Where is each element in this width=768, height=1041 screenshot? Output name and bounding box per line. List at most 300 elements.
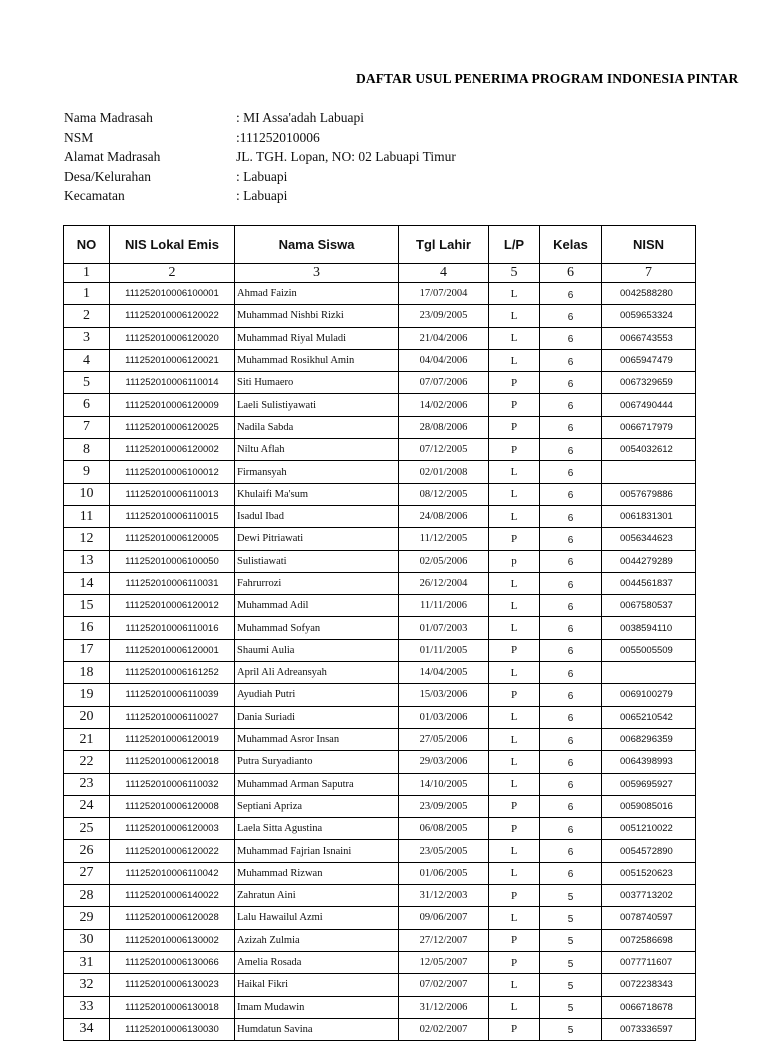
cell-kelas: 6 xyxy=(540,572,602,594)
cell-lp: P xyxy=(489,929,540,951)
cell-nisn: 0078740597 xyxy=(602,907,696,929)
cell-nisn: 0072238343 xyxy=(602,974,696,996)
cell-nama: Khulaifi Ma'sum xyxy=(235,483,399,505)
cell-nama: Humdatun Savina xyxy=(235,1018,399,1040)
info-row-nsm xyxy=(64,130,624,150)
cell-nama: Isadul Ibad xyxy=(235,505,399,527)
cell-nis: 111252010006120019 xyxy=(110,728,235,750)
cell-nama: Muhammad Asror Insan xyxy=(235,728,399,750)
column-number: 5 xyxy=(489,264,540,283)
cell-lp: P xyxy=(489,639,540,661)
cell-nis: 111252010006161252 xyxy=(110,662,235,684)
table-body xyxy=(64,264,696,1041)
cell-tgl-lahir: 23/05/2005 xyxy=(399,840,489,862)
cell-lp: L xyxy=(489,974,540,996)
table-row xyxy=(64,951,696,973)
table-row xyxy=(64,907,696,929)
cell-no: 23 xyxy=(64,773,110,795)
cell-lp: L xyxy=(489,706,540,728)
cell-nis: 111252010006130018 xyxy=(110,996,235,1018)
cell-tgl-lahir: 08/12/2005 xyxy=(399,483,489,505)
info-label: Nama Madrasah xyxy=(64,110,153,125)
cell-nama: Muhammad Nishbi Rizki xyxy=(235,305,399,327)
cell-no: 7 xyxy=(64,416,110,438)
info-value: : MI Assa'adah Labuapi xyxy=(236,110,365,125)
cell-nis: 111252010006110031 xyxy=(110,572,235,594)
cell-nis: 111252010006120022 xyxy=(110,840,235,862)
cell-no: 25 xyxy=(64,818,110,840)
header-row xyxy=(64,226,696,264)
header-kelas: Kelas xyxy=(540,226,602,264)
cell-nama: Haikal Fikri xyxy=(235,974,399,996)
info-value: : Labuapi xyxy=(236,168,288,184)
cell-lp: P xyxy=(489,684,540,706)
cell-nis: 111252010006100050 xyxy=(110,550,235,572)
cell-tgl-lahir: 07/02/2007 xyxy=(399,974,489,996)
table-row xyxy=(64,550,696,572)
cell-lp: P xyxy=(489,818,540,840)
cell-tgl-lahir: 15/03/2006 xyxy=(399,684,489,706)
cell-nis: 111252010006110027 xyxy=(110,706,235,728)
cell-nama: Azizah Zulmia xyxy=(235,929,399,951)
cell-tgl-lahir: 06/08/2005 xyxy=(399,818,489,840)
cell-kelas: 5 xyxy=(540,951,602,973)
cell-kelas: 6 xyxy=(540,483,602,505)
cell-nis: 111252010006110013 xyxy=(110,483,235,505)
cell-kelas: 6 xyxy=(540,684,602,706)
cell-nis: 111252010006120003 xyxy=(110,818,235,840)
cell-tgl-lahir: 31/12/2006 xyxy=(399,996,489,1018)
cell-nisn: 0051520623 xyxy=(602,862,696,884)
column-number: 4 xyxy=(399,264,489,283)
table-row xyxy=(64,1018,696,1040)
cell-tgl-lahir: 01/07/2003 xyxy=(399,617,489,639)
cell-nis: 111252010006130066 xyxy=(110,951,235,973)
cell-nis: 111252010006120028 xyxy=(110,907,235,929)
cell-tgl-lahir: 26/12/2004 xyxy=(399,572,489,594)
table-row xyxy=(64,684,696,706)
cell-tgl-lahir: 04/04/2006 xyxy=(399,349,489,371)
cell-tgl-lahir: 07/12/2005 xyxy=(399,439,489,461)
cell-nama: Muhammad Rosikhul Amin xyxy=(235,349,399,371)
table-row xyxy=(64,416,696,438)
cell-no: 16 xyxy=(64,617,110,639)
cell-kelas: 5 xyxy=(540,996,602,1018)
info-value: :111252010006 xyxy=(236,129,320,145)
cell-lp: L xyxy=(489,617,540,639)
cell-nama: Muhammad Adil xyxy=(235,595,399,617)
cell-kelas: 5 xyxy=(540,929,602,951)
cell-tgl-lahir: 17/07/2004 xyxy=(399,283,489,305)
table-row xyxy=(64,996,696,1018)
cell-nisn: 0042588280 xyxy=(602,283,696,305)
table-row xyxy=(64,751,696,773)
cell-no: 12 xyxy=(64,528,110,550)
cell-nama: Muhammad Riyal Muladi xyxy=(235,327,399,349)
cell-no: 8 xyxy=(64,439,110,461)
cell-nisn: 0067329659 xyxy=(602,372,696,394)
cell-no: 14 xyxy=(64,572,110,594)
cell-nama: April Ali Adreansyah xyxy=(235,662,399,684)
cell-nisn: 0044561837 xyxy=(602,572,696,594)
cell-tgl-lahir: 14/10/2005 xyxy=(399,773,489,795)
info-label: Desa/Kelurahan xyxy=(64,168,151,184)
cell-lp: L xyxy=(489,907,540,929)
table-row xyxy=(64,974,696,996)
cell-nis: 111252010006110042 xyxy=(110,862,235,884)
cell-no: 1 xyxy=(64,283,110,305)
cell-no: 24 xyxy=(64,795,110,817)
cell-nisn: 0066718678 xyxy=(602,996,696,1018)
cell-nisn xyxy=(602,662,696,684)
table-row xyxy=(64,840,696,862)
header-tgl-lahir: Tgl Lahir xyxy=(399,226,489,264)
cell-nis: 111252010006130023 xyxy=(110,974,235,996)
cell-nis: 111252010006110016 xyxy=(110,617,235,639)
cell-kelas: 6 xyxy=(540,327,602,349)
header-lp: L/P xyxy=(489,226,540,264)
cell-no: 11 xyxy=(64,505,110,527)
cell-nama: Amelia Rosada xyxy=(235,951,399,973)
cell-lp: P xyxy=(489,795,540,817)
cell-lp: L xyxy=(489,662,540,684)
header-nisn: NISN xyxy=(602,226,696,264)
cell-no: 26 xyxy=(64,840,110,862)
cell-kelas: 6 xyxy=(540,639,602,661)
cell-kelas: 6 xyxy=(540,349,602,371)
cell-nisn: 0056344623 xyxy=(602,528,696,550)
cell-tgl-lahir: 01/06/2005 xyxy=(399,862,489,884)
table-row xyxy=(64,929,696,951)
cell-nis: 111252010006120025 xyxy=(110,416,235,438)
student-table xyxy=(63,225,696,1041)
cell-nisn: 0072586698 xyxy=(602,929,696,951)
column-number: 3 xyxy=(235,264,399,283)
cell-nisn: 0067580537 xyxy=(602,595,696,617)
cell-no: 20 xyxy=(64,706,110,728)
info-value: : Labuapi xyxy=(236,188,288,203)
cell-nisn: 0057679886 xyxy=(602,483,696,505)
cell-tgl-lahir: 21/04/2006 xyxy=(399,327,489,349)
cell-nisn: 0077711607 xyxy=(602,951,696,973)
info-row-nama-madrasah xyxy=(64,110,624,130)
cell-no: 28 xyxy=(64,885,110,907)
info-label: Kecamatan xyxy=(64,188,125,203)
cell-tgl-lahir: 11/11/2006 xyxy=(399,595,489,617)
cell-kelas: 6 xyxy=(540,550,602,572)
cell-kelas: 6 xyxy=(540,505,602,527)
cell-nama: Imam Mudawin xyxy=(235,996,399,1018)
cell-nama: Ahmad Faizin xyxy=(235,283,399,305)
cell-nama: Muhammad Sofyan xyxy=(235,617,399,639)
cell-no: 10 xyxy=(64,483,110,505)
info-label: Alamat Madrasah xyxy=(64,149,161,164)
cell-lp: L xyxy=(489,862,540,884)
cell-nisn: 0065210542 xyxy=(602,706,696,728)
cell-tgl-lahir: 24/08/2006 xyxy=(399,505,489,527)
cell-tgl-lahir: 27/12/2007 xyxy=(399,929,489,951)
cell-kelas: 6 xyxy=(540,283,602,305)
cell-nama: Laela Sitta Agustina xyxy=(235,818,399,840)
cell-no: 6 xyxy=(64,394,110,416)
cell-no: 22 xyxy=(64,751,110,773)
cell-no: 17 xyxy=(64,639,110,661)
cell-nis: 111252010006120018 xyxy=(110,751,235,773)
cell-lp: L xyxy=(489,327,540,349)
cell-kelas: 6 xyxy=(540,862,602,884)
cell-no: 31 xyxy=(64,951,110,973)
table-row xyxy=(64,372,696,394)
table-row xyxy=(64,461,696,483)
cell-nama: Fahrurrozi xyxy=(235,572,399,594)
cell-nis: 111252010006120009 xyxy=(110,394,235,416)
cell-lp: L xyxy=(489,840,540,862)
cell-tgl-lahir: 02/02/2007 xyxy=(399,1018,489,1040)
cell-nisn: 0037713202 xyxy=(602,885,696,907)
cell-kelas: 6 xyxy=(540,795,602,817)
cell-nama: Niltu Aflah xyxy=(235,439,399,461)
cell-kelas: 6 xyxy=(540,706,602,728)
cell-kelas: 6 xyxy=(540,305,602,327)
cell-nama: Putra Suryadianto xyxy=(235,751,399,773)
cell-no: 15 xyxy=(64,595,110,617)
cell-no: 30 xyxy=(64,929,110,951)
cell-lp: P xyxy=(489,528,540,550)
table-row xyxy=(64,349,696,371)
cell-nis: 111252010006120008 xyxy=(110,795,235,817)
column-number: 2 xyxy=(110,264,235,283)
cell-kelas: 5 xyxy=(540,885,602,907)
document-title: DAFTAR USUL PENERIMA PROGRAM INDONESIA PINTAR xyxy=(356,71,739,86)
cell-nis: 111252010006110032 xyxy=(110,773,235,795)
cell-no: 4 xyxy=(64,349,110,371)
cell-tgl-lahir: 27/05/2006 xyxy=(399,728,489,750)
table-row xyxy=(64,885,696,907)
cell-tgl-lahir: 02/01/2008 xyxy=(399,461,489,483)
table-row xyxy=(64,662,696,684)
cell-nisn: 0059085016 xyxy=(602,795,696,817)
table-row xyxy=(64,483,696,505)
cell-nama: Siti Humaero xyxy=(235,372,399,394)
table-row xyxy=(64,528,696,550)
cell-nama: Firmansyah xyxy=(235,461,399,483)
cell-kelas: 5 xyxy=(540,907,602,929)
cell-lp: L xyxy=(489,595,540,617)
info-value: JL. TGH. Lopan, NO: 02 Labuapi Timur xyxy=(236,149,456,164)
cell-nis: 111252010006120020 xyxy=(110,327,235,349)
cell-nisn: 0051210022 xyxy=(602,818,696,840)
cell-nisn: 0061831301 xyxy=(602,505,696,527)
cell-no: 3 xyxy=(64,327,110,349)
cell-lp: L xyxy=(489,751,540,773)
cell-nis: 111252010006120022 xyxy=(110,305,235,327)
cell-nis: 111252010006110039 xyxy=(110,684,235,706)
table-row xyxy=(64,706,696,728)
cell-kelas: 6 xyxy=(540,394,602,416)
cell-lp: L xyxy=(489,461,540,483)
cell-tgl-lahir: 12/05/2007 xyxy=(399,951,489,973)
cell-kelas: 6 xyxy=(540,439,602,461)
table-row xyxy=(64,862,696,884)
cell-tgl-lahir: 14/02/2006 xyxy=(399,394,489,416)
cell-nis: 111252010006120005 xyxy=(110,528,235,550)
header-nis: NIS Lokal Emis xyxy=(110,226,235,264)
cell-nisn: 0059695927 xyxy=(602,773,696,795)
table-row xyxy=(64,327,696,349)
table-row xyxy=(64,394,696,416)
cell-tgl-lahir: 11/12/2005 xyxy=(399,528,489,550)
cell-tgl-lahir: 07/07/2006 xyxy=(399,372,489,394)
table-row xyxy=(64,283,696,305)
cell-nis: 111252010006120002 xyxy=(110,439,235,461)
cell-no: 19 xyxy=(64,684,110,706)
cell-lp: P xyxy=(489,885,540,907)
header-no: NO xyxy=(64,226,110,264)
cell-nis: 111252010006110015 xyxy=(110,505,235,527)
cell-kelas: 6 xyxy=(540,595,602,617)
cell-kelas: 6 xyxy=(540,840,602,862)
cell-nisn: 0065947479 xyxy=(602,349,696,371)
cell-lp: L xyxy=(489,483,540,505)
cell-kelas: 6 xyxy=(540,773,602,795)
cell-tgl-lahir: 14/04/2005 xyxy=(399,662,489,684)
cell-tgl-lahir: 02/05/2006 xyxy=(399,550,489,572)
cell-nisn xyxy=(602,461,696,483)
column-number: 1 xyxy=(64,264,110,283)
cell-no: 5 xyxy=(64,372,110,394)
table-row xyxy=(64,439,696,461)
cell-no: 32 xyxy=(64,974,110,996)
cell-nis: 111252010006100012 xyxy=(110,461,235,483)
cell-lp: p xyxy=(489,550,540,572)
info-row-alamat xyxy=(64,149,624,169)
info-row-kecamatan xyxy=(64,188,624,208)
cell-kelas: 6 xyxy=(540,528,602,550)
cell-nama: Dania Suriadi xyxy=(235,706,399,728)
info-label: NSM xyxy=(64,129,94,145)
column-number: 6 xyxy=(540,264,602,283)
table-row xyxy=(64,639,696,661)
cell-lp: L xyxy=(489,773,540,795)
cell-nisn: 0067490444 xyxy=(602,394,696,416)
cell-kelas: 5 xyxy=(540,974,602,996)
cell-tgl-lahir: 23/09/2005 xyxy=(399,305,489,327)
cell-lp: L xyxy=(489,283,540,305)
cell-no: 27 xyxy=(64,862,110,884)
cell-nisn: 0066743553 xyxy=(602,327,696,349)
cell-lp: L xyxy=(489,728,540,750)
cell-lp: P xyxy=(489,951,540,973)
cell-nisn: 0064398993 xyxy=(602,751,696,773)
cell-nama: Dewi Pitriawati xyxy=(235,528,399,550)
cell-tgl-lahir: 23/09/2005 xyxy=(399,795,489,817)
cell-tgl-lahir: 01/03/2006 xyxy=(399,706,489,728)
cell-kelas: 6 xyxy=(540,461,602,483)
cell-kelas: 6 xyxy=(540,617,602,639)
cell-nisn: 0054572890 xyxy=(602,840,696,862)
cell-lp: P xyxy=(489,1018,540,1040)
cell-nama: Sulistiawati xyxy=(235,550,399,572)
cell-nisn: 0044279289 xyxy=(602,550,696,572)
cell-nis: 111252010006120021 xyxy=(110,349,235,371)
cell-nisn: 0054032612 xyxy=(602,439,696,461)
cell-nama: Zahratun Aini xyxy=(235,885,399,907)
cell-tgl-lahir: 31/12/2003 xyxy=(399,885,489,907)
cell-nis: 111252010006130002 xyxy=(110,929,235,951)
cell-no: 21 xyxy=(64,728,110,750)
table-row xyxy=(64,728,696,750)
cell-kelas: 6 xyxy=(540,751,602,773)
cell-lp: L xyxy=(489,349,540,371)
cell-no: 29 xyxy=(64,907,110,929)
column-number-row xyxy=(64,264,696,283)
cell-kelas: 6 xyxy=(540,818,602,840)
cell-kelas: 5 xyxy=(540,1018,602,1040)
school-info xyxy=(64,110,624,208)
cell-nis: 111252010006130030 xyxy=(110,1018,235,1040)
cell-nisn: 0068296359 xyxy=(602,728,696,750)
cell-lp: P xyxy=(489,439,540,461)
cell-nisn: 0038594110 xyxy=(602,617,696,639)
cell-tgl-lahir: 09/06/2007 xyxy=(399,907,489,929)
cell-nama: Laeli Sulistiyawati xyxy=(235,394,399,416)
cell-tgl-lahir: 28/08/2006 xyxy=(399,416,489,438)
cell-no: 2 xyxy=(64,305,110,327)
cell-nis: 111252010006120012 xyxy=(110,595,235,617)
cell-no: 9 xyxy=(64,461,110,483)
cell-no: 18 xyxy=(64,662,110,684)
cell-nis: 111252010006100001 xyxy=(110,283,235,305)
cell-kelas: 6 xyxy=(540,662,602,684)
cell-nisn: 0069100279 xyxy=(602,684,696,706)
cell-lp: L xyxy=(489,505,540,527)
cell-kelas: 6 xyxy=(540,372,602,394)
cell-nisn: 0066717979 xyxy=(602,416,696,438)
info-row-desa xyxy=(64,169,624,189)
cell-nisn: 0073336597 xyxy=(602,1018,696,1040)
cell-nama: Muhammad Fajrian Isnaini xyxy=(235,840,399,862)
table-row xyxy=(64,305,696,327)
cell-nis: 111252010006110014 xyxy=(110,372,235,394)
cell-nisn: 0059653324 xyxy=(602,305,696,327)
header-nama: Nama Siswa xyxy=(235,226,399,264)
cell-nis: 111252010006140022 xyxy=(110,885,235,907)
cell-tgl-lahir: 29/03/2006 xyxy=(399,751,489,773)
cell-nisn: 0055005509 xyxy=(602,639,696,661)
cell-nama: Ayudiah Putri xyxy=(235,684,399,706)
cell-no: 13 xyxy=(64,550,110,572)
cell-kelas: 6 xyxy=(540,728,602,750)
cell-lp: P xyxy=(489,416,540,438)
cell-nama: Muhammad Rizwan xyxy=(235,862,399,884)
cell-lp: L xyxy=(489,996,540,1018)
cell-lp: P xyxy=(489,394,540,416)
table-row xyxy=(64,795,696,817)
cell-no: 34 xyxy=(64,1018,110,1040)
cell-no: 33 xyxy=(64,996,110,1018)
table-row xyxy=(64,617,696,639)
table-row xyxy=(64,572,696,594)
cell-nama: Septiani Apriza xyxy=(235,795,399,817)
cell-lp: L xyxy=(489,572,540,594)
cell-lp: L xyxy=(489,305,540,327)
table-row xyxy=(64,818,696,840)
cell-nama: Muhammad Arman Saputra xyxy=(235,773,399,795)
cell-tgl-lahir: 01/11/2005 xyxy=(399,639,489,661)
table-row xyxy=(64,595,696,617)
cell-nama: Shaumi Aulia xyxy=(235,639,399,661)
cell-lp: P xyxy=(489,372,540,394)
